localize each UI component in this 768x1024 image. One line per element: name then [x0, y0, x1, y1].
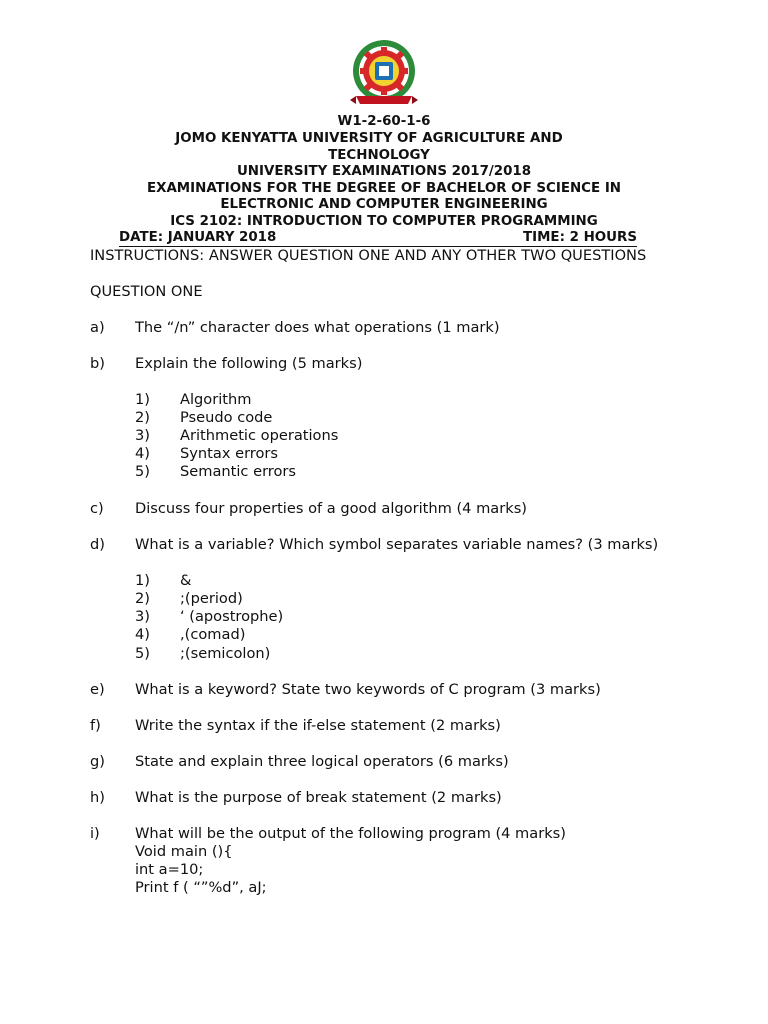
- exam-code: W1-2-60-1-6: [337, 114, 431, 129]
- item-number: 3): [135, 427, 150, 444]
- code-line: int a=10;: [135, 861, 204, 878]
- item-number: 2): [135, 590, 150, 607]
- question-text: What is the purpose of break statement (2 marks): [135, 789, 502, 806]
- item-text: Algorithm: [180, 391, 252, 408]
- university-name-line-2: TECHNOLOGY: [328, 147, 430, 163]
- exam-session: UNIVERSITY EXAMINATIONS 2017/2018: [236, 164, 532, 180]
- degree-line-2: ELECTRONIC AND COMPUTER ENGINEERING: [220, 197, 548, 213]
- item-number: 2): [135, 409, 150, 426]
- item-text: ;(period): [180, 590, 243, 607]
- university-name-line-1: JOMO KENYATTA UNIVERSITY OF AGRICULTURE AND: [175, 131, 563, 146]
- question-label: d): [90, 536, 105, 553]
- course-title: ICS 2102: INTRODUCTION TO COMPUTER PROGRAMMING: [170, 213, 598, 229]
- item-text: ,(comad): [180, 626, 246, 643]
- item-number: 5): [135, 645, 150, 662]
- question-text: Discuss four properties of a good algorithm (4 marks): [135, 500, 527, 517]
- question-text: What will be the output of the following program (4 marks): [135, 825, 566, 842]
- item-number: 4): [135, 626, 150, 643]
- question-text: The “/n” character does what operations (1 mark): [135, 319, 500, 336]
- question-label: e): [90, 681, 105, 698]
- question-text: What is a keyword? State two keywords of C program (3 marks): [135, 681, 601, 698]
- item-text: Syntax errors: [180, 445, 279, 462]
- item-number: 3): [135, 608, 150, 625]
- exam-time: TIME: 2 HOURS: [522, 230, 637, 245]
- exam-header: [0, 131, 768, 231]
- code-line: Print f ( “”%d”, aJ;: [135, 879, 267, 896]
- item-text: Pseudo code: [180, 409, 273, 426]
- question-text: Explain the following (5 marks): [135, 355, 363, 372]
- question-text: What is a variable? Which symbol separates variable names? (3 marks): [135, 536, 659, 553]
- item-text: ‘ (apostrophe): [180, 608, 284, 625]
- question-label: c): [90, 500, 104, 517]
- instructions: INSTRUCTIONS: ANSWER QUESTION ONE AND ANY OTHER TWO QUESTIONS: [90, 247, 647, 264]
- question-label: i): [90, 825, 100, 842]
- question-label: a): [90, 319, 105, 336]
- question-label: b): [90, 355, 105, 372]
- item-number: 1): [135, 391, 150, 408]
- item-text: Arithmetic operations: [180, 427, 339, 444]
- question-label: g): [90, 753, 105, 770]
- item-number: 4): [135, 445, 150, 462]
- question-label: f): [90, 717, 101, 734]
- question-text: State and explain three logical operators (6 marks): [135, 753, 509, 770]
- code-line: Void main (){: [135, 843, 233, 860]
- exam-date: DATE: JANUARY 2018: [119, 230, 277, 245]
- item-number: 5): [135, 463, 150, 480]
- item-text: Semantic errors: [180, 463, 297, 480]
- question-text: Write the syntax if the if-else statement (2 marks): [135, 717, 501, 734]
- item-number: 1): [135, 572, 150, 589]
- date-time-row: [119, 230, 637, 247]
- degree-line-1: EXAMINATIONS FOR THE DEGREE OF BACHELOR OF SCIENCE IN: [146, 180, 622, 196]
- item-text: ;(semicolon): [180, 645, 271, 662]
- question-label: h): [90, 789, 105, 806]
- university-seal-logo: [348, 38, 420, 112]
- item-text: &: [180, 572, 192, 589]
- seal-icon: [348, 38, 420, 112]
- question-title: QUESTION ONE: [90, 283, 203, 300]
